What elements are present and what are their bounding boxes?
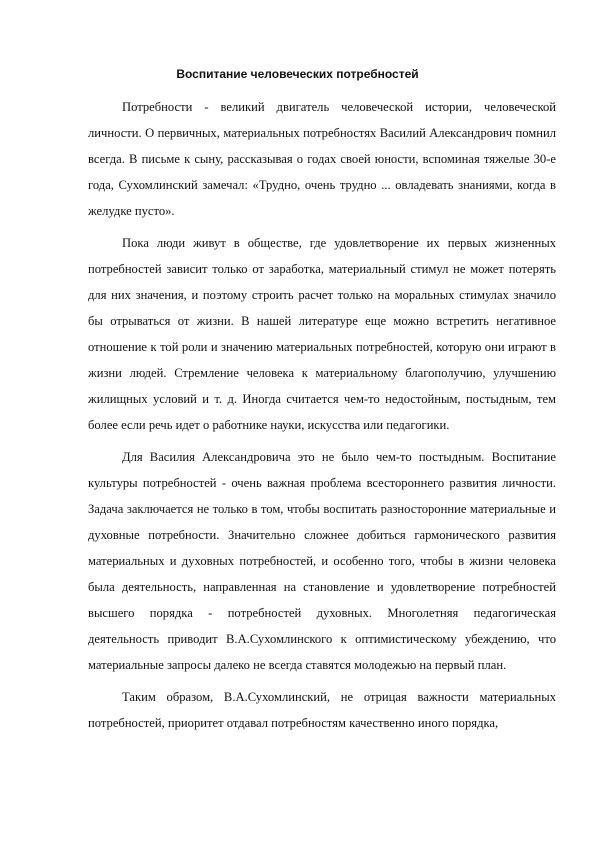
document-body (88, 94, 556, 736)
paragraph-3: Для Василия Александровича это не было чем-то постыдным. Воспитание культуры потребностей - очень важная проблема всестороннего развития личности. Задача заключается не только в том, чтобы воспитать разносторонние материальные и духовные потребности. Значительно сложнее добиться гармонического развития материальных и духовных потребностей, и особенно того, чтобы в жизни человека была деятельность, направленная на становление и удовлетворение потребностей высшего порядка - потребностей духовных. Многолетняя педагогическая деятельность приводит В.А.Сухомлинского к оптимистическому убеждению, что материальные запросы далеко не всегда ставятся молодежью на первый план. (88, 450, 556, 672)
paragraph-4: Таким образом, В.А.Сухомлинский, не отрицая важности материальных потребностей, приоритет отдавал потребностям качественно иного порядка, (88, 690, 556, 730)
document-title: Воспитание человеческих потребностей (176, 67, 419, 81)
paragraph-1: Потребности - великий двигатель человеческой истории, человеческой личности. О первичных, материальных потребностях Василий Александрович помнил всегда. В письме к сыну, рассказывая о годах своей юности, вспоминая тяжелые 30-е года, Сухомлинский замечал: «Трудно, очень трудно ... овладевать знаниями, когда в желудке пусто». (88, 100, 556, 218)
paragraph-2: Пока люди живут в обществе, где удовлетворение их первых жизненных потребностей зависит только от заработка, материальный стимул не может потерять для них значения, и поэтому строить расчет только на моральных стимулах значило бы отрываться от жизни. В нашей литературе еще можно встретить негативное отношение к той роли и значению материальных потребностей, которую они играют в жизни людей. Стремление человека к материальному благополучию, улучшению жилищных условий и т. д. Иногда считается чем-то недостойным, постыдным, тем более если речь идет о работнике науки, искусства или педагогики. (88, 236, 556, 432)
